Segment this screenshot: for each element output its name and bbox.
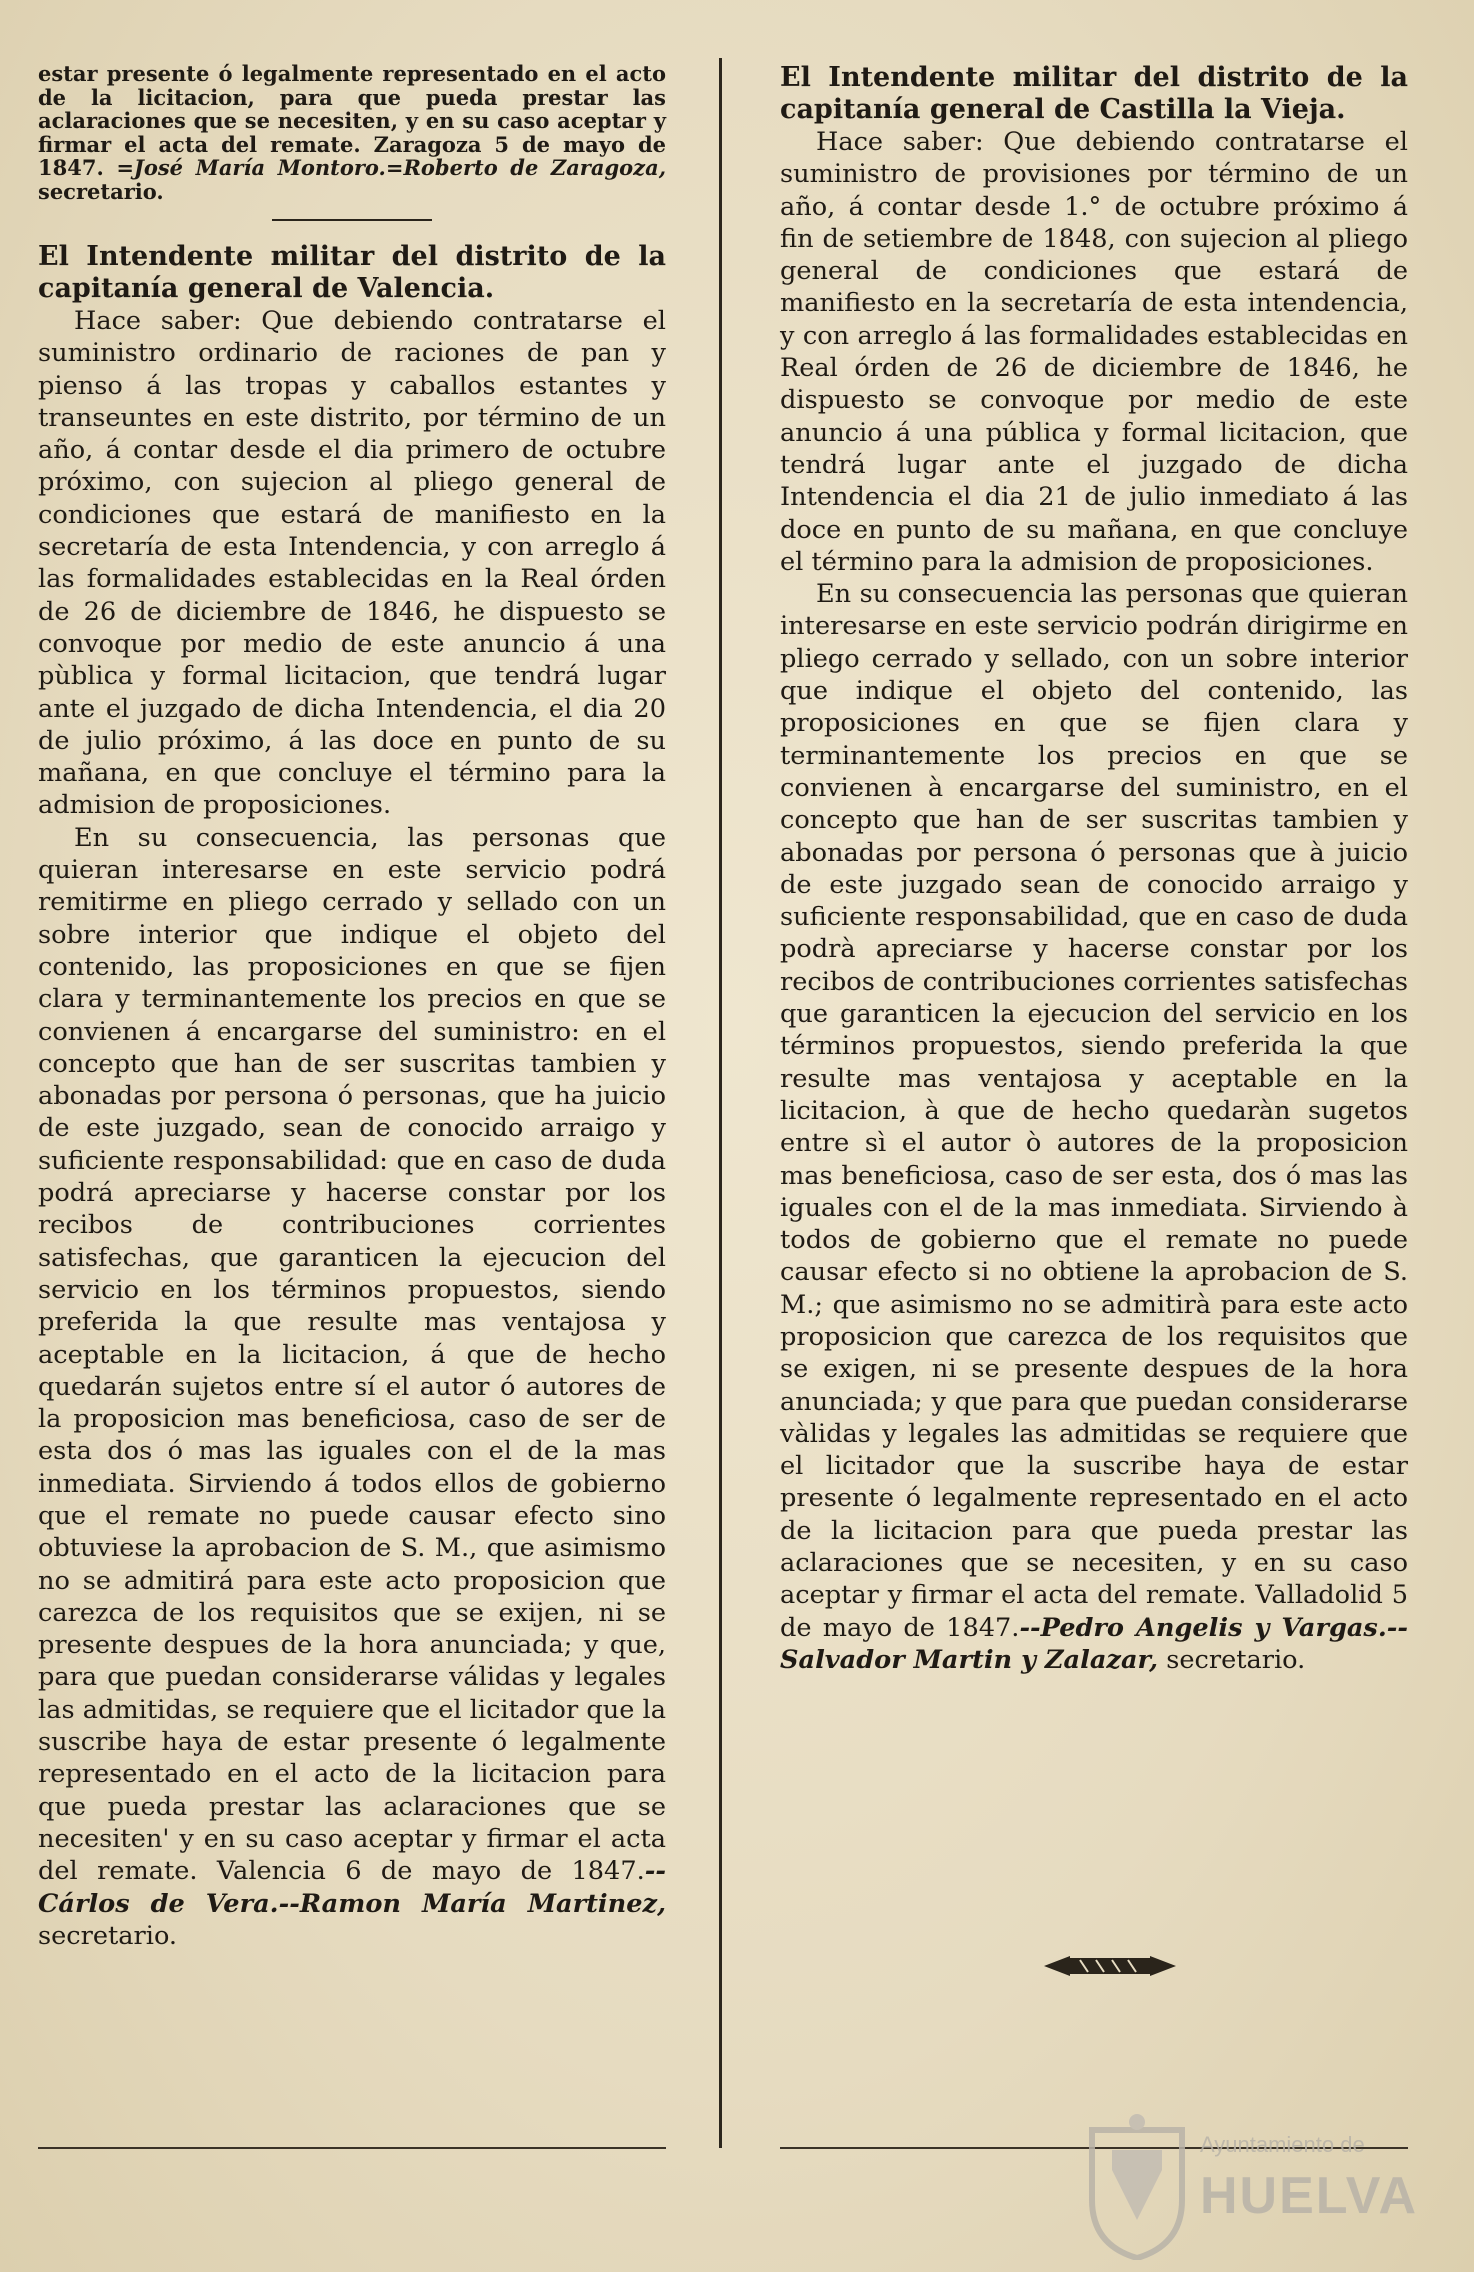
left-column — [38, 62, 666, 1952]
valencia-notice-body-2 — [38, 822, 666, 1952]
right-column — [780, 62, 1408, 1676]
typographic-ornament-icon — [1040, 1948, 1180, 1984]
castilla-signature: --Pedro Angelis y Vargas.--Salvador Martin y Zalazar, — [780, 1612, 1408, 1675]
valencia-notice-body-2-text: En su consecuencia, las personas que quieran interesarse en este servicio podrá remitirme en pliego cerrado y sellado con un sobre interior que indique el objeto del contenido, las proposiciones en que se fijen clara y terminantemente los precios en que se convienen á encargarse del suministro: en el concepto que han de ser suscritas tambien y abonadas por persona ó personas, que ha juicio de este juzgado, sean de conocido arraigo y suficiente responsabilidad: que en caso de duda podrá apreciarse y hacerse constar por los recibos de contribuciones corrientes satisfechas, que garanticen la ejecucion del servicio en los términos propuestos, siendo preferida la que resulte mas ventajosa y aceptable en la licitacion, á que de hecho quedarán sujetos entre sí el autor ó autores de la proposicion mas beneficiosa, caso de ser de esta dos ó mas las iguales con el de la mas inmediata. Sirviendo á todos ellos de gobierno que el remate no puede causar efecto sino obtuviese la aprobacion de S. M., que asimismo no se admitirá para este acto proposicion que carezca de los requisitos que se exijen, ni se presente despues de la hora anunciada; y que, para que puedan considerarse válidas y legales las admitidas, se requiere que el licitador que la suscribe haya de estar presente ó legalmente representado en el acto de la licitacion para que pueda prestar las aclaraciones que se necesiten' y en su caso aceptar y firmar el acta del remate. Valencia 6 de mayo de 1847. — [38, 822, 666, 1887]
continuation-signature: =José María Montoro.=Roberto de Zaragoza, — [116, 155, 667, 180]
castilla-notice-heading: El Intendente militar del distrito de la capitanía general de Castilla la Vieja. — [780, 62, 1408, 125]
watermark-line-1: Ayuntamiento de — [1200, 2132, 1365, 2157]
valencia-signature: --Cárlos de Vera.--Ramon María Martinez, — [38, 1856, 666, 1919]
watermark-line-2: HUELVA — [1200, 2167, 1419, 2225]
section-separator — [272, 219, 432, 221]
continuation-text: estar presente ó legalmente representado en el acto de la licitacion, para que pueda prestar las aclaraciones que se necesiten, y en su caso aceptar y firmar el acta del remate. Zaragoza 5 de mayo de 1847. — [38, 61, 666, 180]
continuation-paragraph — [38, 62, 666, 203]
continuation-signature-tail: secretario. — [38, 178, 164, 204]
valencia-notice-heading: El Intendente militar del distrito de la capitanía general de Valencia. — [38, 241, 666, 304]
left-bottom-rule — [38, 2147, 666, 2149]
archive-watermark — [1082, 2110, 1422, 2260]
coat-of-arms-icon — [1082, 2110, 1192, 2260]
castilla-notice-body-2-text: En su consecuencia las personas que quieran interesarse en este servicio podrán dirigirme en pliego cerrado y sellado, con un sobre interior que indique el objeto del contenido, las proposiciones en que se fijen clara y terminantemente los precios en que se convienen à encargarse del suministro, en el concepto que han de ser suscritas tambien y abonadas por persona ó personas que à juicio de este juzgado sean de conocido arraigo y suficiente responsabilidad, que en caso de duda podrà apreciarse y hacerse constar por los recibos de contribuciones corrientes satisfechas que garanticen la ejecucion del servicio en los términos propuestos, siendo preferida la que resulte mas ventajosa y aceptable en la licitacion, à que de hecho quedaràn sugetos entre sì el autor ò autores de la proposicion mas beneficiosa, caso de ser esta, dos ó mas las iguales con el de la mas inmediata. Sirviendo à todos de gobierno que el remate no puede causar efecto si no obtiene la aprobacion de S. M.; que asimismo no se admitirà para este acto proposicion que carezca de los requisitos que se exigen, ni se presente despues de la hora anunciada; y que para que puedan considerarse vàlidas y legales las admitidas se requiere que el licitador que la suscribe haya de estar presente ó legalmente representado en el acto de la licitacion para que pueda prestar las aclaraciones que se necesiten, y en su caso aceptar y firmar el acta del remate. Valladolid 5 de mayo de 1847. — [780, 579, 1408, 1643]
column-divider — [719, 58, 722, 2148]
valencia-signature-tail: secretario. — [38, 1920, 178, 1951]
valencia-notice-body: Hace saber: Que debiendo contratarse el suministro ordinario de raciones de pan y pienso á las tropas y caballos estantes y transeuntes en este distrito, por término de un año, á contar desde el dia primero de octubre próximo, con sujecion al pliego general de condiciones que estará de manifiesto en la secretaría de esta Intendencia, y con arreglo á las formalidades establecidas en la Real órden de 26 de diciembre de 1846, he dispuesto se convoque por medio de este anuncio á una pùblica y formal licitacion, que tendrá lugar ante el juzgado de dicha Intendencia, el dia 20 de julio próximo, á las doce en punto de su mañana, en que concluye el término para la admision de proposiciones. — [38, 306, 666, 821]
castilla-notice-body: Hace saber: Que debiendo contratarse el suministro de provisiones por término de un año, á contar desde 1.° de octubre próximo á fin de setiembre de 1848, con sujecion al pliego general de condiciones que estará de manifiesto en la secretaría de esta intendencia, y con arreglo á las formalidades establecidas en Real órden de 26 de diciembre de 1846, he dispuesto se convoque por medio de este anuncio á una pública y formal licitacion, que tendrá lugar ante el juzgado de dicha Intendencia el dia 21 de julio inmediato á las doce en punto de su mañana, en que concluye el término para la admision de proposiciones. — [780, 127, 1408, 577]
castilla-signature-tail: secretario. — [1166, 1644, 1306, 1675]
castilla-notice-body-2 — [780, 578, 1408, 1676]
